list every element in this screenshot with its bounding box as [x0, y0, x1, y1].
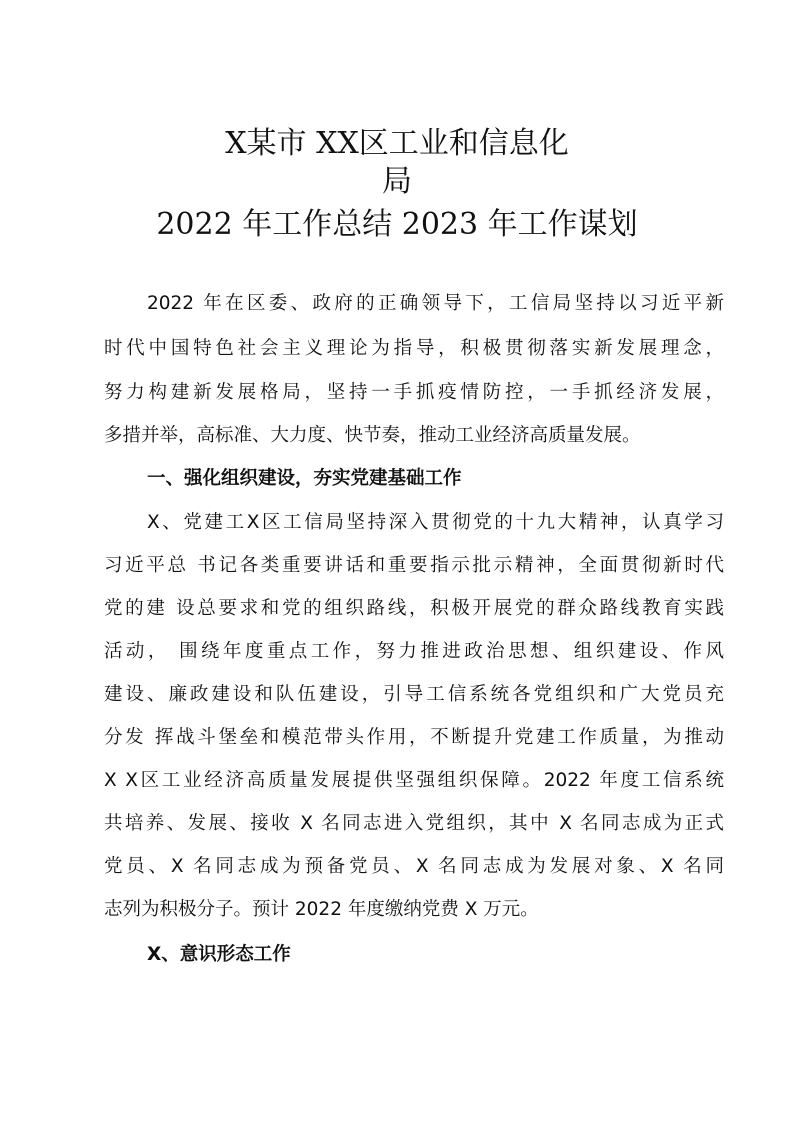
intro-paragraph-line: 时代中国特色社会主义理论为指导，积极贯彻落实新发展理念， — [104, 338, 724, 359]
section-paragraph-line: 共培养、发展、接收 X 名同志进入党组织，其中 X 名同志成为正式 — [104, 813, 724, 834]
section-paragraph-line: X、党建工X区工信局坚持深入贯彻党的十九大精神，认真学习 — [147, 512, 724, 533]
document-title-line-1: X某市 XX区工业和信息化 — [225, 126, 569, 161]
document-title-line-2: 局 — [382, 164, 412, 199]
section-heading: X、意识形态工作 — [147, 944, 291, 965]
intro-paragraph-line: 2022 年在区委、政府的正确领导下，工信局坚持以习近平新 — [147, 293, 724, 314]
intro-paragraph-line: 多措并举，高标准、大力度、快节奏，推动工业经济高质量发展。 — [104, 425, 641, 446]
section-paragraph-line: 活动， 围绕年度重点工作，努力推进政治思想、组织建设、作风 — [104, 641, 724, 662]
section-paragraph-line: 习近平总 书记各类重要讲话和重要指示批示精神，全面贯彻新时代 — [104, 555, 724, 576]
section-paragraph-line: X X区工业经济高质量发展提供坚强组织保障。2022 年度工信系统 — [104, 770, 724, 791]
intro-paragraph-line: 努力构建新发展格局，坚持一手抓疫情防控，一手抓经济发展， — [104, 382, 724, 403]
section-heading: 一、强化组织建设，夯实党建基础工作 — [147, 468, 462, 489]
section-paragraph-line: 党员、X 名同志成为预备党员、X 名同志成为发展对象、X 名同 — [104, 856, 724, 877]
section-paragraph-line: 建设、廉政建设和队伍建设，引导工信系统各党组织和广大党员充 — [104, 684, 724, 705]
section-paragraph-line: 分发 挥战斗堡垒和模范带头作用，不断提升党建工作质量，为推动 — [104, 727, 724, 748]
document-title-line-3: 2022 年工作总结 2023 年工作谋划 — [156, 207, 638, 242]
section-paragraph-line: 党的建 设总要求和党的组织路线，积极开展党的群众路线教育实践 — [104, 598, 724, 619]
section-paragraph-line: 志列为积极分子。预计 2022 年度缴纳党费 X 万元。 — [104, 899, 539, 920]
